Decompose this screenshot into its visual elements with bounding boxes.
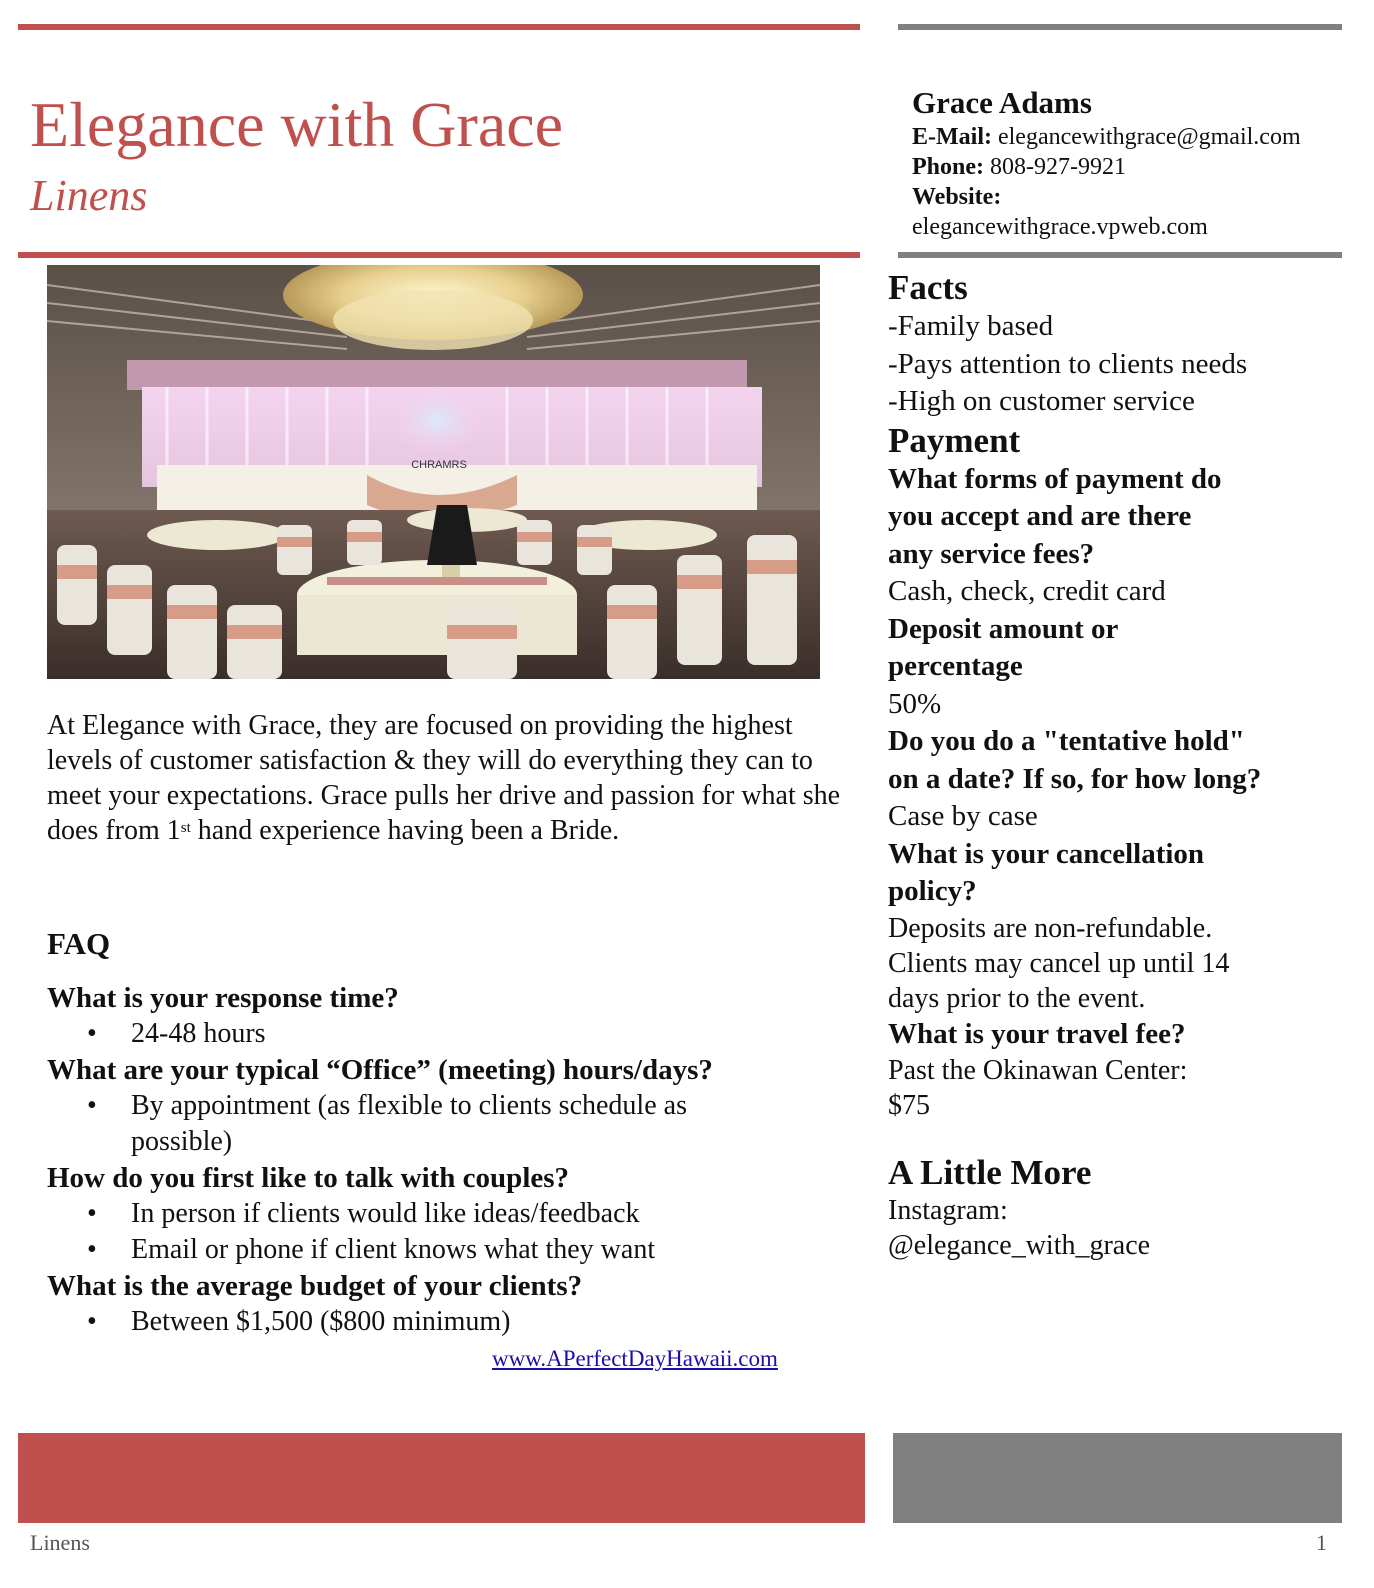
faq-answer: • 24-48 hours [47,1016,857,1052]
website-link[interactable]: www.APerfectDayHawaii.com [492,1346,778,1371]
fact-item: -Pays attention to clients needs [888,347,1248,380]
faq-answer: • Between $1,500 ($800 minimum) [47,1304,857,1340]
fact-item: -High on customer service [888,385,1195,417]
payment-answer-travel: Past the Okinawan Center: $75 [888,1055,1188,1121]
faq-answers-budget [47,1304,857,1340]
contact-email-line [912,122,1352,152]
sidebar [888,268,1358,1263]
email-label: E-Mail: [912,124,992,150]
contact-block [912,84,1352,242]
page-title: Elegance with Grace [30,89,564,160]
top-left-rule [18,24,860,30]
footer-label: Linens [30,1530,90,1555]
website-label: Website: [912,184,1002,210]
instagram-text: Instagram: @elegance_with_grace [888,1195,1151,1261]
contact-phone-line [912,152,1352,182]
ballroom-photo [47,265,820,679]
faq-answers-office-hours [47,1088,857,1160]
faq-question-first-talk: How do you first like to talk with couples? [47,1162,570,1194]
more-heading: A Little More [888,1153,1092,1192]
payment-answer-deposit: 50% [888,687,942,720]
payment-question-deposit: Deposit amount or percentage [888,612,1118,682]
ballroom-illustration [47,265,820,679]
intro-superscript: st [180,820,191,836]
footer-right-block [893,1433,1342,1523]
phone-value[interactable]: 808-927-9921 [990,154,1126,180]
faq-question-office-hours: What are your typical “Office” (meeting) hours/days? [47,1054,713,1086]
phone-label: Phone: [912,154,984,180]
payment-heading: Payment [888,420,1021,460]
fact-item: -Family based [888,310,1054,342]
payment-answer-forms: Cash, check, credit card [888,575,1166,607]
contact-name: Grace Adams [912,85,1092,120]
payment-question-forms: What forms of payment do you accept and are there any service fees? [888,462,1222,570]
intro-paragraph: At Elegance with Grace, they are focused on providing the highest levels of customer satisfaction & they will do everything they can to meet your expectations. Grace pulls her drive and passion for what she does from 1st hand experience having been a Bride. [47,710,841,846]
payment-answer-hold: Case by case [888,800,1038,832]
faq-question-budget: What is the average budget of your clients? [47,1270,583,1302]
page-number: 1 [1316,1530,1327,1555]
payment-answer-cancellation: Deposits are non-refundable. Clients may cancel up until 14 days prior to the event. [888,912,1230,1014]
faq-answer: • In person if clients would like ideas/feedback [47,1196,857,1232]
contact-bottom-rule [898,252,1342,258]
footer-left-block [18,1433,865,1523]
email-value[interactable]: elegancewithgrace@gmail.com [997,124,1301,150]
top-right-rule [898,24,1342,30]
faq-answer: • Email or phone if client knows what they want [47,1232,857,1268]
faq-answers-response-time [47,1016,857,1052]
faq-heading: FAQ [47,926,111,961]
faq-question-response-time: What is your response time? [47,982,399,1014]
faq-answer: • By appointment (as flexible to clients schedule as possible) [47,1088,857,1160]
payment-question-hold: Do you do a "tentative hold" on a date? If so, for how long? [888,725,1262,795]
header-bottom-rule [18,252,860,258]
payment-question-cancellation: What is your cancellation policy? [888,837,1205,907]
photo-banner-text: CHRAMRS [411,459,467,471]
payment-question-travel: What is your travel fee? [888,1017,1186,1050]
website-value[interactable]: elegancewithgrace.vpweb.com [912,214,1208,240]
faq-answers-first-talk [47,1196,857,1268]
facts-heading: Facts [888,268,968,307]
faq-section [47,924,857,1340]
page-subtitle: Linens [30,171,148,220]
